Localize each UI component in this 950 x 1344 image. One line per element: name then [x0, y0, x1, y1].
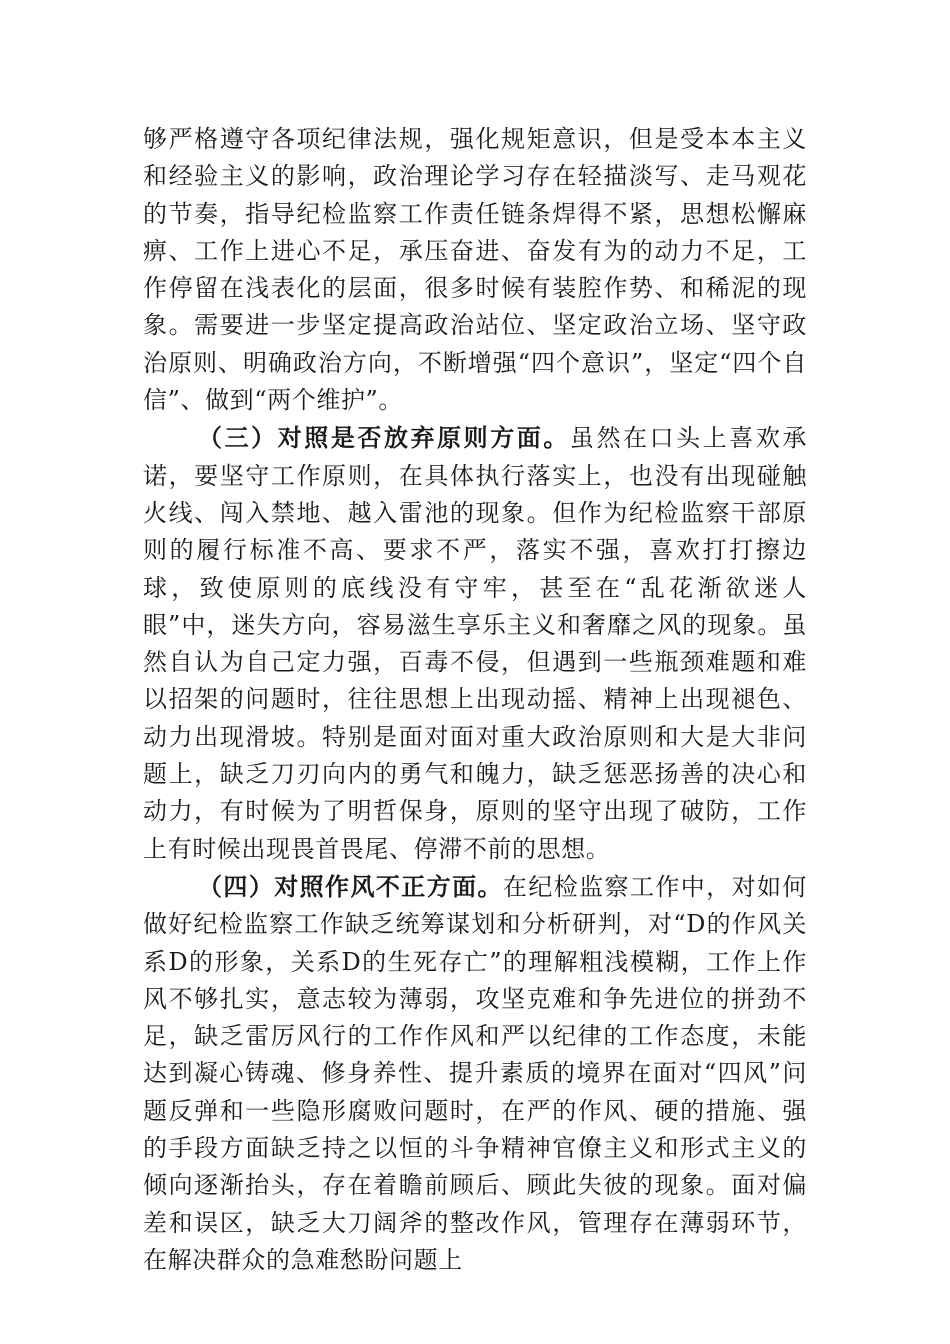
paragraph-section-four [143, 868, 807, 1279]
section-heading-three: （三）对照是否放弃原则方面。 [198, 423, 570, 453]
paragraph-section-three [143, 419, 807, 868]
paragraph-text: 在纪检监察工作中，对如何做好纪检监察工作缺乏统筹谋划和分析研判，对“D的作风关系D的形象，关系D的生死存亡”的理解粗浅模糊，工作上作风不够扎实，意志较为薄弱，攻坚克难和争先进位的拼劲不足，缺乏雷厉风行的工作作风和严以纪律的工作态度，未能达到凝心铸魂、修身养性、提升素质的境界在面对“四风”问题反弹和一些隐形腐败问题时，在严的作风、硬的措施、强的手段方面缺乏持之以恒的斗争精神官僚主义和形式主义的倾向逐渐抬头，存在着瞻前顾后、顾此失彼的现象。面对偏差和误区，缺乏大刀阔斧的整改作风，管理存在薄弱环节，在解决群众的急难愁盼问题上 [143, 872, 807, 1274]
paragraph-text: 虽然在口头上喜欢承诺，要坚守工作原则，在具体执行落实上，也没有出现碰触火线、闯入禁地、越入雷池的现象。但作为纪检监察干部原则的履行标准不高、要求不严，落实不强，喜欢打打擦边球，致使原则的底线没有守牢，甚至在“乱花渐欲迷人眼”中，迷失方向，容易滋生享乐主义和奢靡之风的现象。虽然自认为自己定力强，百毒不侵，但遇到一些瓶颈难题和难以招架的问题时，往往思想上出现动摇、精神上出现褪色、动力出现滑坡。特别是面对面对重大政治原则和大是大非问题上，缺乏刀刃向内的勇气和魄力，缺乏惩恶扬善的决心和动力，有时候为了明哲保身，原则的坚守出现了破防，工作上有时候出现畏首畏尾、停滞不前的思想。 [143, 424, 807, 863]
document-page [143, 121, 807, 1279]
paragraph-continued [143, 121, 807, 419]
paragraph-text: 够严格遵守各项纪律法规，强化规矩意识，但是受本本主义和经验主义的影响，政治理论学习存在轻描淡写、走马观花的节奏，指导纪检监察工作责任链条焊得不紧，思想松懈麻痹、工作上进心不足，承压奋进、奋发有为的动力不足，工作停留在浅表化的层面，很多时候有装腔作势、和稀泥的现象。需要进一步坚定提高政治站位、坚定政治立场、坚守政治原则、明确政治方向，不断增强“四个意识”，坚定“四个自信”、做到“两个维护”。 [143, 125, 807, 415]
section-heading-four: （四）对照作风不正方面。 [198, 871, 503, 901]
